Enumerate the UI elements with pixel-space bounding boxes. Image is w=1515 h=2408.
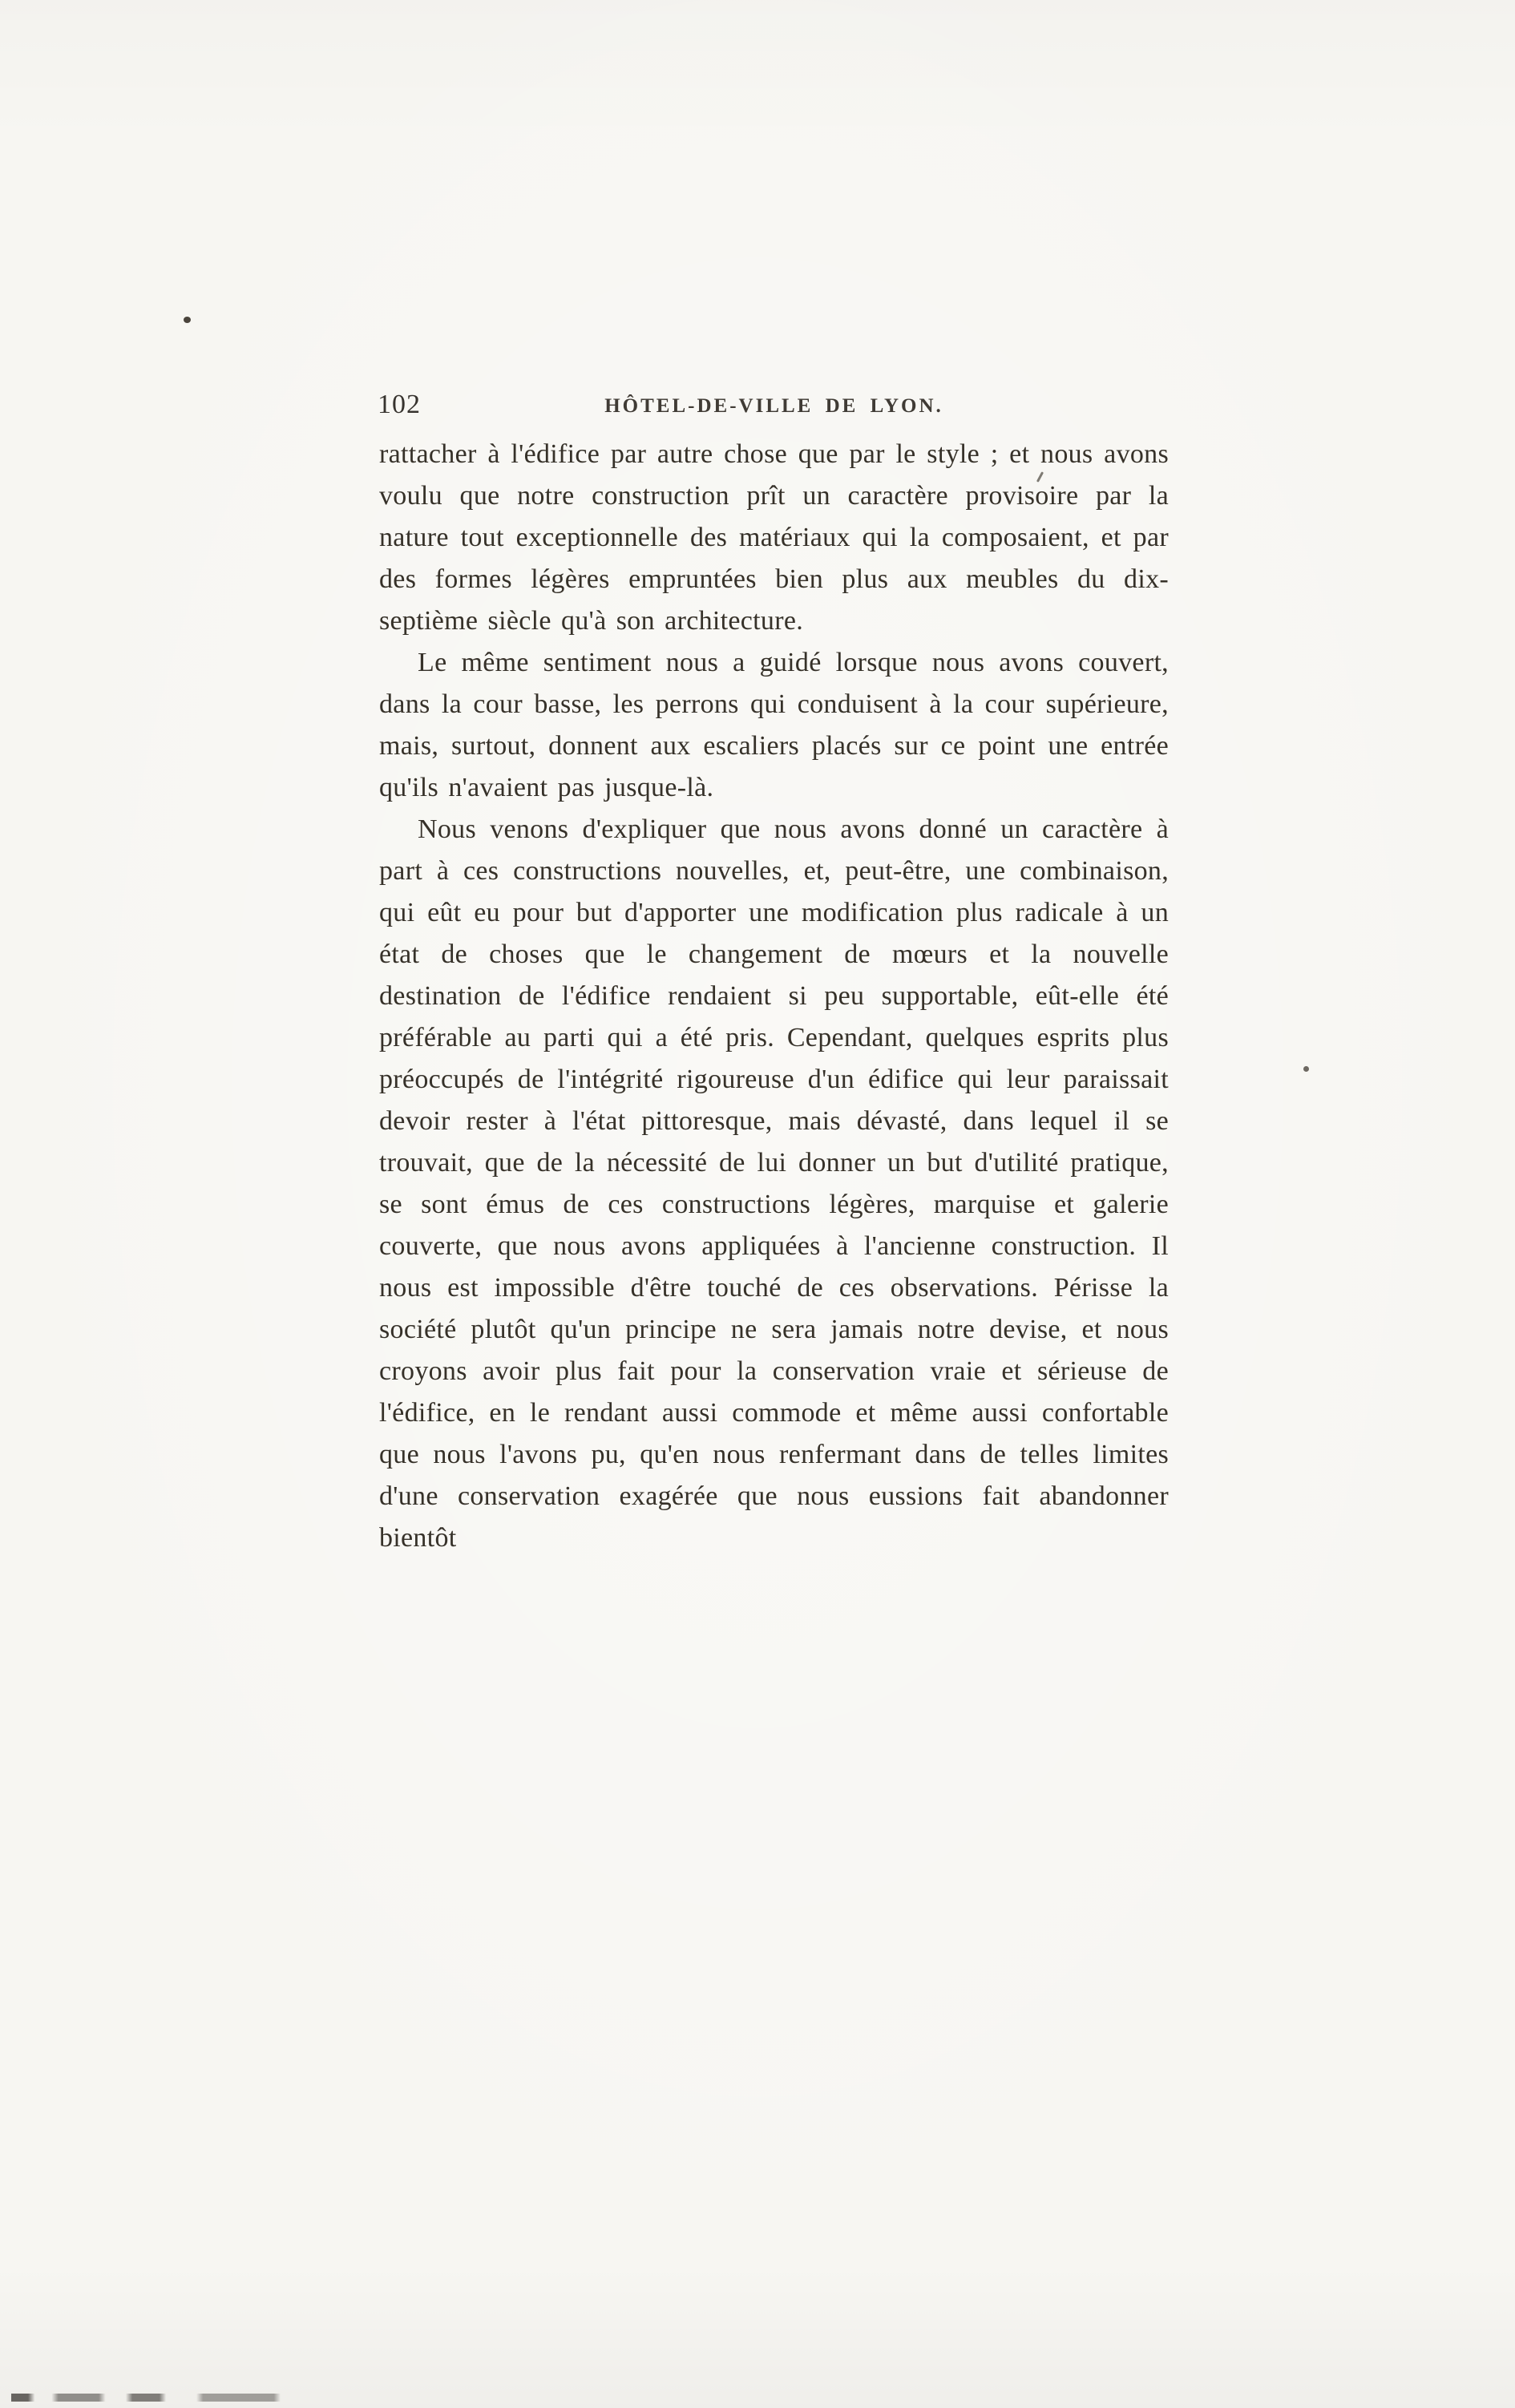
paragraph: rattacher à l'édifice par autre chose que par le style ; et nous avons voulu que notre construction prît un caractère provisoire par la nature tout exceptionnelle des matériaux qui la composaient, et par des formes légères empruntées bien plus aux meubles du dix-septième siècle qu'à son architecture. bbox=[379, 439, 1169, 636]
page-number: 102 bbox=[378, 390, 421, 419]
paragraph: Le même sentiment nous a guidé lorsque nous avons couvert, dans la cour basse, les perrons qui conduisent à la cour supérieure, mais, surtout, donnent aux escaliers placés sur ce point une entrée qu'ils n'avaient pas jusque-là. bbox=[379, 648, 1169, 802]
page-body bbox=[379, 434, 1169, 1559]
paragraph: Nous venons d'expliquer que nous avons donné un caractère à part à ces constructions nouvelles, et, peut-être, une combinaison, qui eût eu pour but d'apporter une modification plus radicale à un état de choses que le changement de mœurs et la nouvelle destination de l'édifice rendaient si peu supportable, eût-elle été préférable au parti qui a été pris. Cependant, quelques esprits plus préoccupés de l'intégrité rigoureuse d'un édifice qui leur paraissait devoir rester à l'état pittoresque, mais dévasté, dans lequel il se trouvait, que de la nécessité de lui donner un but d'utilité pratique, se sont émus de ces constructions légères, marquise et galerie couverte, que nous avons appliquées à l'ancienne construction. Il nous est impossible d'être touché de ces observations. Périsse la société plutôt qu'un principe ne sera jamais notre devise, et nous croyons avoir plus fait pour la conservation vraie et sérieuse de l'édifice, en le rendant aussi commode et même aussi confortable que nous l'avons pu, qu'en nous renfermant dans de telles limites d'une conservation exagérée que nous eussions fait abandonner bientôt bbox=[379, 814, 1169, 1553]
scan-speck bbox=[184, 317, 191, 323]
page-header bbox=[379, 390, 1169, 425]
scan-speck bbox=[1303, 1066, 1309, 1072]
scan-edge-artifact bbox=[11, 2394, 348, 2402]
running-header: HÔTEL-DE-VILLE DE LYON. bbox=[604, 395, 943, 417]
